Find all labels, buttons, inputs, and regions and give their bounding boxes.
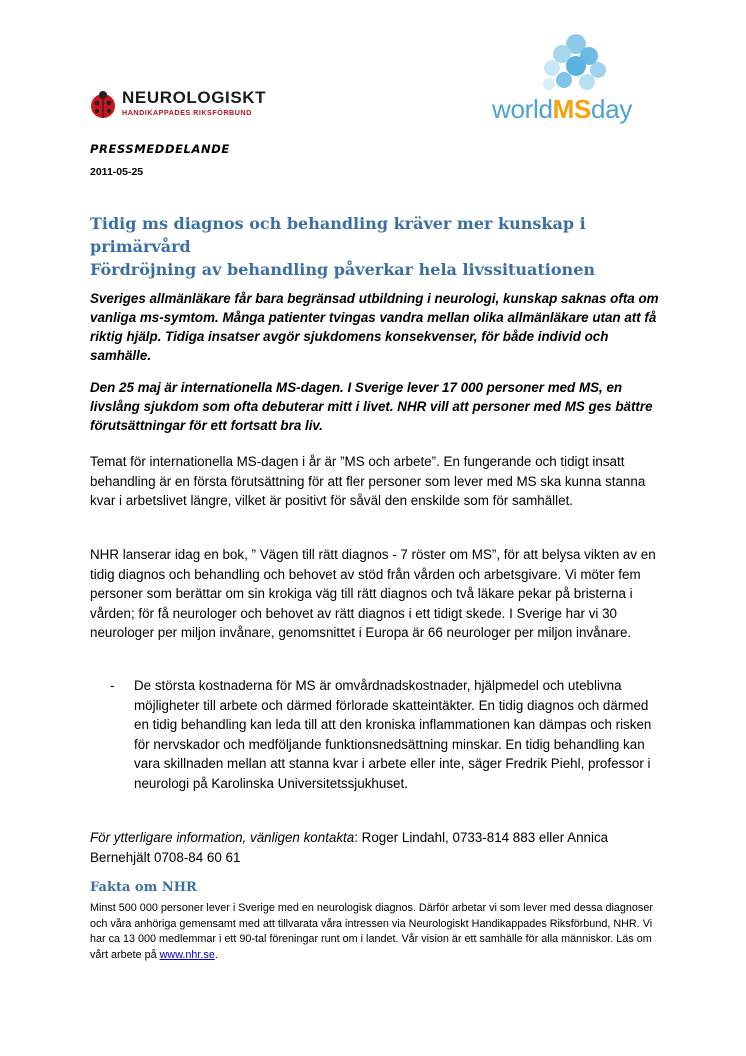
lead-paragraph-1: Sveriges allmänläkare får bara begränsad utbildning i neurologi, kunskap saknas ofta om vanliga ms-symtom. Många patienter tvingas vandra mellan olika allmänläkare utan att få riktig hjälp. Tidiga insatser avgör sjukdomens konsekvenser, för både individ och samhälle. — [90, 291, 659, 363]
document-type-label: PRESSMEDDELANDE — [90, 142, 230, 156]
bullet-dash: - — [110, 678, 115, 693]
wms-ms: MS — [552, 94, 592, 124]
headline — [90, 212, 690, 281]
fact-section-title: Fakta om NHR — [90, 880, 197, 895]
bullet-text: De största kostnaderna för MS är omvårdnadskostnader, hjälpmedel och uteblivna möjligheter till arbete och därmed förlorade skatteintäkter. En tidig diagnos och därmed en tidig behandling kan leda till att den kroniska inflammationen kan dämpas och risken för nervskador och medföljande funktionsnedsättning minskar. En tidig behandling kan vara skillnaden mellan att stanna kvar i arbete eller inte, säger Fredrik Piehl, professor i neurologi på Karolinska Universitetssjukhuset. — [134, 678, 652, 791]
body-paragraph-1: Temat för internationella MS-dagen i år är ”MS och arbete”. En fungerande och tidigt insatt behandling är en första förutsättning för att fler personer som lever med MS ska kunna stanna kvar i arbetslivet längre, vilket är positivt för såväl den enskilde som för samhället. — [90, 454, 646, 508]
wms-day: day — [591, 94, 633, 124]
contact-intro: För ytterligare information, vänligen kontakta — [90, 830, 355, 845]
nhr-logo-subtitle: HANDIKAPPADES RIKSFÖRBUND — [122, 108, 252, 117]
fact-section-text — [90, 901, 670, 963]
world-ms-day-wordmark — [492, 94, 632, 125]
fact-text-end: . — [214, 948, 218, 961]
headline-line-1: Tidig ms diagnos och behandling kräver mer kunskap i primärvård — [90, 214, 586, 256]
ladybug-icon — [88, 90, 118, 120]
headline-line-2: Fördröjning av behandling påverkar hela livssituationen — [90, 260, 595, 279]
publication-date: 2011-05-25 — [90, 166, 144, 178]
contact-details: : Roger Lindahl, 0733-814 883 eller Annica Bernehjält 0708-84 60 61 — [90, 830, 609, 865]
flower-circles-icon — [492, 30, 652, 96]
nhr-logo-name: NEUROLOGISKT — [122, 88, 267, 107]
nhr-website-link[interactable]: www.nhr.se — [159, 948, 215, 961]
contact-info — [90, 828, 670, 867]
body-paragraph-2: NHR lanserar idag en bok, ” Vägen till rätt diagnos - 7 röster om MS”, för att belysa vikten av en tidig diagnos och behandling och behovet av stöd från vården och arbetsgivare. Vi möter fem personer som berättar om sin krokiga väg till rätt diagnos och två läkare pekar på bristerna i vården; för få neurologer och behovet av rätt diagnos i ett tidigt skede. I Sverige har vi 30 neurologer per miljon invånare, genomsnittet i Europa är 66 neurologer per miljon invånare. — [90, 547, 656, 640]
fact-text-body: Minst 500 000 personer lever i Sverige med en neurologisk diagnos. Därför arbetar vi som lever med dessa diagnoser och våra anhöriga gemensamt med att tillvarata våra intressen via Neurologiskt Handikappades Riksförbund, NHR. Vi har ca 13 000 medlemmar i ett 90-tal föreningar runt om i landet. Vår vision är ett samhälle för alla människor. Läs om vårt arbete på — [90, 902, 653, 961]
world-ms-day-logo — [492, 30, 652, 130]
lead-paragraph-2: Den 25 maj är internationella MS-dagen. I Sverige lever 17 000 personer med MS, en livslång sjukdom som ofta debuterar mitt i livet. NHR vill att personer med MS ges bättre förutsättningar för ett fortsatt bra liv. — [90, 380, 653, 433]
wms-world: world — [492, 94, 553, 124]
nhr-logo — [88, 86, 318, 126]
